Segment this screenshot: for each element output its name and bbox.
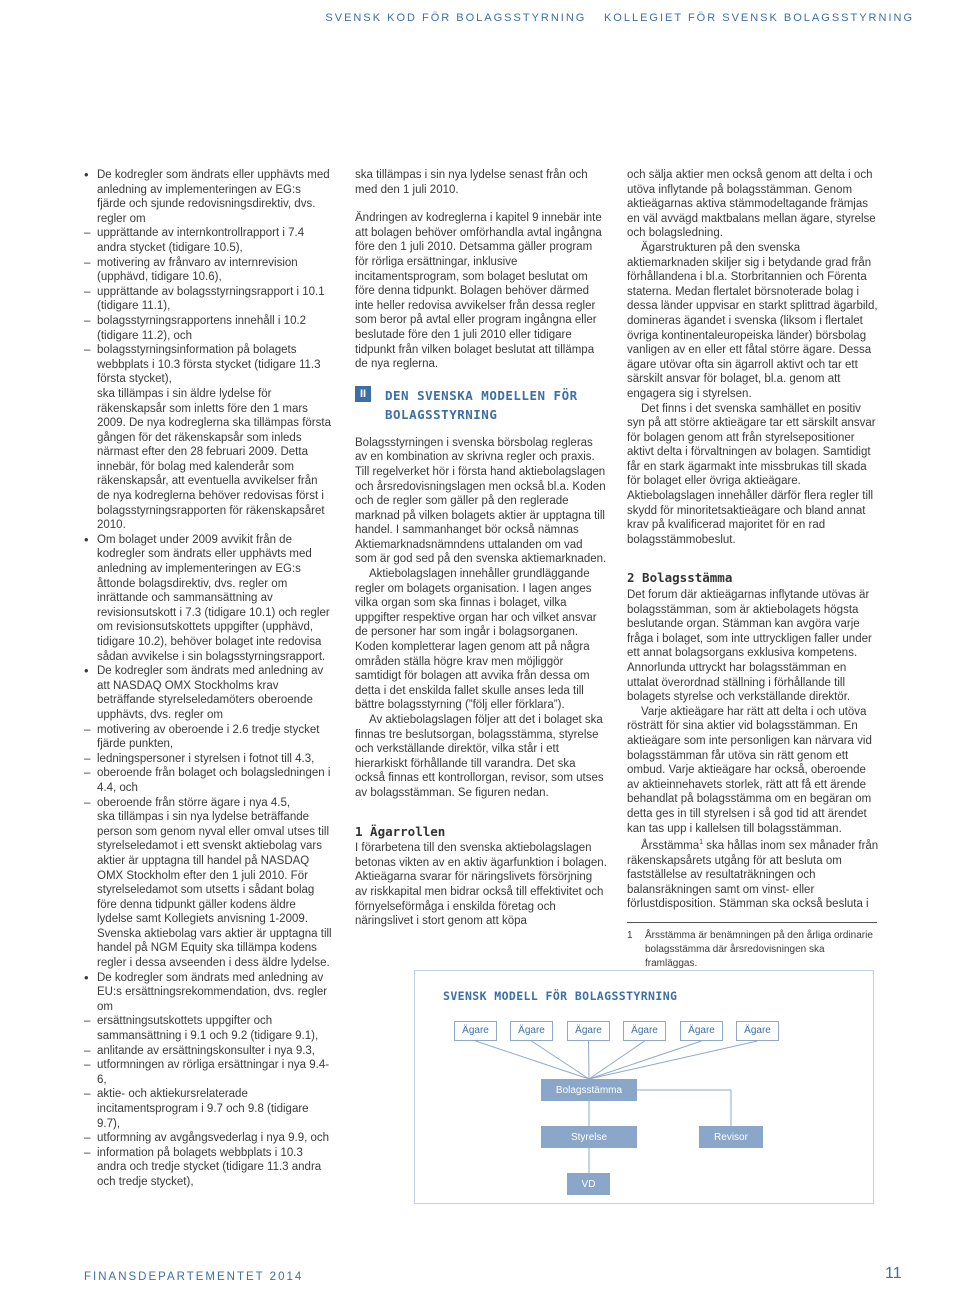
dash-item: – anlitande av ersättningskonsulter i nya 9.3, bbox=[84, 1044, 332, 1059]
column-1 bbox=[84, 168, 332, 1190]
paragraph: Det forum där aktieägarnas inflytande utövas är bolagsstämman, som är aktiebolagets högsta beslutande organ. Stämman kan avgöra varje fråga i bolaget, som inte uttryckligen faller under ett annat bolagsorgans exklusiva kompetens. Annorlunda uttryckt har bolagsstämman en uttalat överordnad ställning i förhållande till bolagets styrelse och verkställande direktör. bbox=[627, 589, 872, 704]
footnote-ref[interactable]: 1 bbox=[699, 839, 704, 847]
paragraph: ska tillämpas i sin nya lydelse senast från och med den 1 juli 2010. bbox=[355, 169, 588, 196]
dash-item: – aktie- och aktiekursrelaterade incitamentsprogram i 9.7 och 9.8 (tidigare 9.7), bbox=[84, 1087, 332, 1131]
footnote-mark: 1 bbox=[627, 929, 633, 941]
footnote bbox=[627, 929, 879, 971]
paragraph: Bolagsstyrningen i svenska börsbolag regleras av en kombination av skrivna regler och praxis. Till regelverket hör i första hand aktiebolagslagen och årsredovisningslagen men också bl.a. Koden och de regler som gäller på den reglerade marknad på vilken bolagets aktier är upptagna till handel. I sammanhanget bör också nämnas Aktiemarknadsnämndens uttalanden om vad som är god sed på den svenska aktiemarknaden. bbox=[355, 436, 607, 566]
vd-box: VD bbox=[567, 1173, 610, 1195]
page-number: 11 bbox=[885, 1265, 902, 1282]
owner-box: Ägare bbox=[623, 1021, 666, 1041]
paragraph: I förarbetena till den svenska aktiebolagslagen betonas vikten av en aktiv ägarfunktion i bolagen. Aktieägarna svarar för näringslivets försörjning av riskkapital men bidrar också till effektivitet och förnyelseförmåga i enskilda företag och näringslivet i stort genom att köpa bbox=[355, 842, 607, 928]
paragraph: Varje aktieägare har rätt att delta i och utöva rösträtt för sina aktier vid bolagsstämman. En aktieägare som inte personligen kan närvara vid bolagsstämman får utöva sin rätt genom ett ombud. Varje aktieägare har också, oberoende av aktieinnehavets storlek, rätt att få ett ärende behandlat på bolagsstämma om en begäran om detta ges in till styrelsen i så god tid att ärendet kan tas upp i kallelsen till bolagsstämman. bbox=[627, 705, 872, 835]
bullet-item: • De kodregler som ändrats med anledning av att NASDAQ OMX Stockholms krav beträffande styrelseledamöters oberoende upphävts, dvs. regler om bbox=[84, 664, 332, 722]
dash-item: – bolagsstyrningsrapportens innehåll i 10.2 (tidigare 11.2), och bbox=[84, 314, 332, 343]
diagram-connectors bbox=[415, 971, 873, 1203]
dash-item: – upprättande av internkontrollrapport i 7.4 andra stycket (tidigare 10.5), bbox=[84, 226, 332, 255]
dash-item: – oberoende från bolaget och bolagsledningen i 4.4, och bbox=[84, 766, 332, 795]
revisor-box: Revisor bbox=[699, 1126, 763, 1148]
dash-item: – ersättningsutskottets uppgifter och sammansättning i 9.1 och 9.2 (tidigare 9.1), bbox=[84, 1014, 332, 1043]
owner-box: Ägare bbox=[510, 1021, 553, 1041]
owner-connector bbox=[589, 1041, 590, 1079]
section-title: DEN SVENSKA MODELLEN FÖR BOLAGSSTYRNING bbox=[385, 387, 578, 422]
owner-box: Ägare bbox=[454, 1021, 497, 1041]
paragraph: Ändringen av kodreglerna i kapitel 9 innebär inte att bolagen behöver omförhandla avtal ingångna före den 1 juli 2010. Detsamma gäller program för rörliga ersättningar, inklusive incitamentsprogram, som bolaget beslutat om före denna tidpunkt. Bolagen behöver därmed inte heller redovisa avvikelser från dessa regler som beror på avtal eller program ingångna eller beslutade före den 1 juli 2010 eller tidigare tidpunkt från vilken bolaget beslutat att tillämpa de nya reglerna. bbox=[355, 212, 602, 371]
paragraph: Aktiebolagslagen innehåller grundläggande regler om bolagets organisation. I lagen anges vilka organ som ska finnas i bolaget, vilka uppgifter respektive organ har och vilket ansvar de personer har som ingår i bolagsorganen. Koden kompletterar lagen genom att på några områden ställa högre krav men möjliggör samtidigt för bolagen att avvika från dessa om detta i det enskilda fallet skulle anses leda till bättre bolagsstyrning (”följ eller förklara”). bbox=[355, 568, 597, 712]
bullet-item: • De kodregler som ändrats eller upphävts med anledning av implementeringen av EG:s fjärde och sjunde redovisningsdirektiv, dvs. regler om bbox=[84, 168, 332, 226]
paragraph: Ägarstrukturen på den svenska aktiemarknaden skiljer sig i betydande grad från förhållandena i bl.a. Storbritannien och Förenta staterna. Medan flertalet börsnoterade bolag i dessa länder uppvisar en starkt splittrad ägarbild, domineras ägandet i svenska (liksom i flertalet övriga kontinentaleuropeiska länder) börsbolag vanligen av en eller ett fåtal större ägare. Dessa ägare utövar ofta sin ägarroll aktivt och tar ett särskilt ansvar för bolaget, bl.a. genom att engagera sig i styrelsen. bbox=[627, 241, 878, 400]
dash-item: – information på bolagets webbplats i 10.3 andra och tredje stycket (tidigare 11.3 andra och tredje stycket), bbox=[84, 1146, 332, 1190]
text: ska hållas inom sex månader från räkenskapsårets utgång för att besluta om fastställelse av resultaträkningen och balansräkningen samt om vinst- eller förlustdisposition. Stämman ska också besluta i bbox=[627, 839, 879, 911]
subheading: 1 Ägarrollen bbox=[355, 823, 446, 839]
paragraph bbox=[627, 836, 879, 912]
styrelse-box: Styrelse bbox=[541, 1126, 637, 1148]
diagram-title: SVENSK MODELL FÖR BOLAGSSTYRNING bbox=[443, 989, 678, 1003]
dash-item: – upprättande av bolagsstyrningsrapport i 10.1 (tidigare 11.1), bbox=[84, 285, 332, 314]
footer-publisher: FINANSDEPARTEMENTET 2014 bbox=[84, 1271, 304, 1283]
subheading: 2 Bolagsstämma bbox=[627, 570, 733, 586]
dash-item: – motivering av oberoende i 2.6 tredje stycket fjärde punkten, bbox=[84, 723, 332, 752]
section-heading bbox=[355, 386, 607, 424]
continuation-text: ska tillämpas i sin nya lydelse beträffande person som genom nyval eller omval utses till styrelseledamot i ett svenskt aktiebolag vars aktier är upptagna till handel på NASDAQ OMX Stockholm efter den 1 juli 2010. För styrelseledamot som utsetts i sådant bolag före denna tidpunkt gäller kodens äldre lydelse samt Kollegiets anvisning 1-2009. Svenska aktiebolag vars aktier är upptagna till handel på NGM Equity ska tillämpa kodens regler i dessa avseenden i dess äldre lydelse. bbox=[97, 811, 332, 970]
owner-connector bbox=[476, 1041, 590, 1079]
paragraph: Det finns i det svenska samhället en positiv syn på att större aktieägare tar ett särskilt ansvar för bolagen genom att från styrelsepositioner aktivt delta i förvaltningen av bolagen. Samtidigt får en stark ägarmakt inte missbrukas till skada för bolaget eller övriga aktieägare. Aktiebolagslagen innehåller därför flera regler till skydd för minoritetsaktieägare och bland annat krav på kvalificerad majoritet för en rad bolagsstämmobeslut. bbox=[627, 402, 876, 546]
owner-connector bbox=[589, 1041, 758, 1079]
bolagsstamma-box: Bolagsstämma bbox=[541, 1079, 637, 1101]
paragraph: och sälja aktier men också genom att delta i och utöva inflytande på bolagsstämman. Genom aktieägarnas aktiva stämmodeltagande främjas en väl avvägd maktbalans mellan ägare, styrelse och bolagsledning. bbox=[627, 169, 876, 240]
bullet-item: • Om bolaget under 2009 avvikit från de kodregler som ändrats eller upphävts med anledning av implementeringen av EG:s åttonde bolagsdirektiv, dvs. regler om inrättande och sammansättning av revisionsutskott i 7.3 (tidigare 10.1) och regler om revisionsutskottets uppgifter (upphävd, tidigare 10.2), behöver bolaget inte redovisa sådan avvikelse i sin bolagsstyrningsrapport. bbox=[84, 533, 332, 664]
dash-item: – utformningen av rörliga ersättningar i nya 9.4-6, bbox=[84, 1058, 332, 1087]
owner-connector bbox=[589, 1041, 645, 1079]
dash-item: – bolagsstyrningsinformation på bolagets webbplats i 10.3 första stycket (tidigare 11.3 första stycket), bbox=[84, 343, 332, 387]
section-number-badge: II bbox=[355, 386, 371, 402]
footnote-text: Årsstämma är benämningen på den årliga ordinarie bolagsstämma där årsredovisningen ska framläggas. bbox=[645, 929, 873, 969]
owner-box: Ägare bbox=[736, 1021, 779, 1041]
text: Årsstämma bbox=[641, 839, 700, 852]
owner-box: Ägare bbox=[680, 1021, 723, 1041]
dash-item: – oberoende från större ägare i nya 4.5, bbox=[84, 796, 332, 811]
dash-item: – motivering av frånvaro av internrevision (upphävd, tidigare 10.6), bbox=[84, 256, 332, 285]
bullet-item: • De kodregler som ändrats med anledning av EU:s ersättningsrekommendation, dvs. regler om bbox=[84, 971, 332, 1015]
footnote-divider bbox=[627, 922, 877, 923]
running-header: SVENSK KOD FÖR BOLAGSSTYRNING KOLLEGIET FÖR SVENSK BOLAGSSTYRNING bbox=[325, 12, 914, 24]
dash-item: – utformning av avgångsvederlag i nya 9.9, och bbox=[84, 1131, 332, 1146]
column-3 bbox=[627, 168, 879, 971]
owner-connector bbox=[532, 1041, 590, 1079]
column-2 bbox=[355, 168, 607, 929]
owner-box: Ägare bbox=[567, 1021, 610, 1041]
paragraph: Av aktiebolagslagen följer att det i bolaget ska finnas tre beslutsorgan, bolagsstämma, styrelse och verkställande direktör, vilka står i ett hierarkiskt förhållande till varandra. Det ska också finnas ett kontrollorgan, revisor, som utses av bolagsstämman. Se figuren nedan. bbox=[355, 714, 604, 799]
continuation-text: ska tillämpas i sin äldre lydelse för räkenskapsår som inletts före den 1 mars 2009. De nya kodreglerna ska tillämpas första gången för det räkenskapsår som inleds närmast efter den 28 februari 2009. Detta innebär, för bolag med kalenderår som räkenskapsår, att eventuella avvikelser från de nya kodreglerna behöver redovisas först i bolagsstyrningsrapporten för räkenskapsåret 2010. bbox=[97, 387, 331, 532]
governance-diagram bbox=[414, 970, 874, 1204]
dash-item: – ledningspersoner i styrelsen i fotnot till 4.3, bbox=[84, 752, 332, 767]
owner-connector bbox=[589, 1041, 702, 1079]
